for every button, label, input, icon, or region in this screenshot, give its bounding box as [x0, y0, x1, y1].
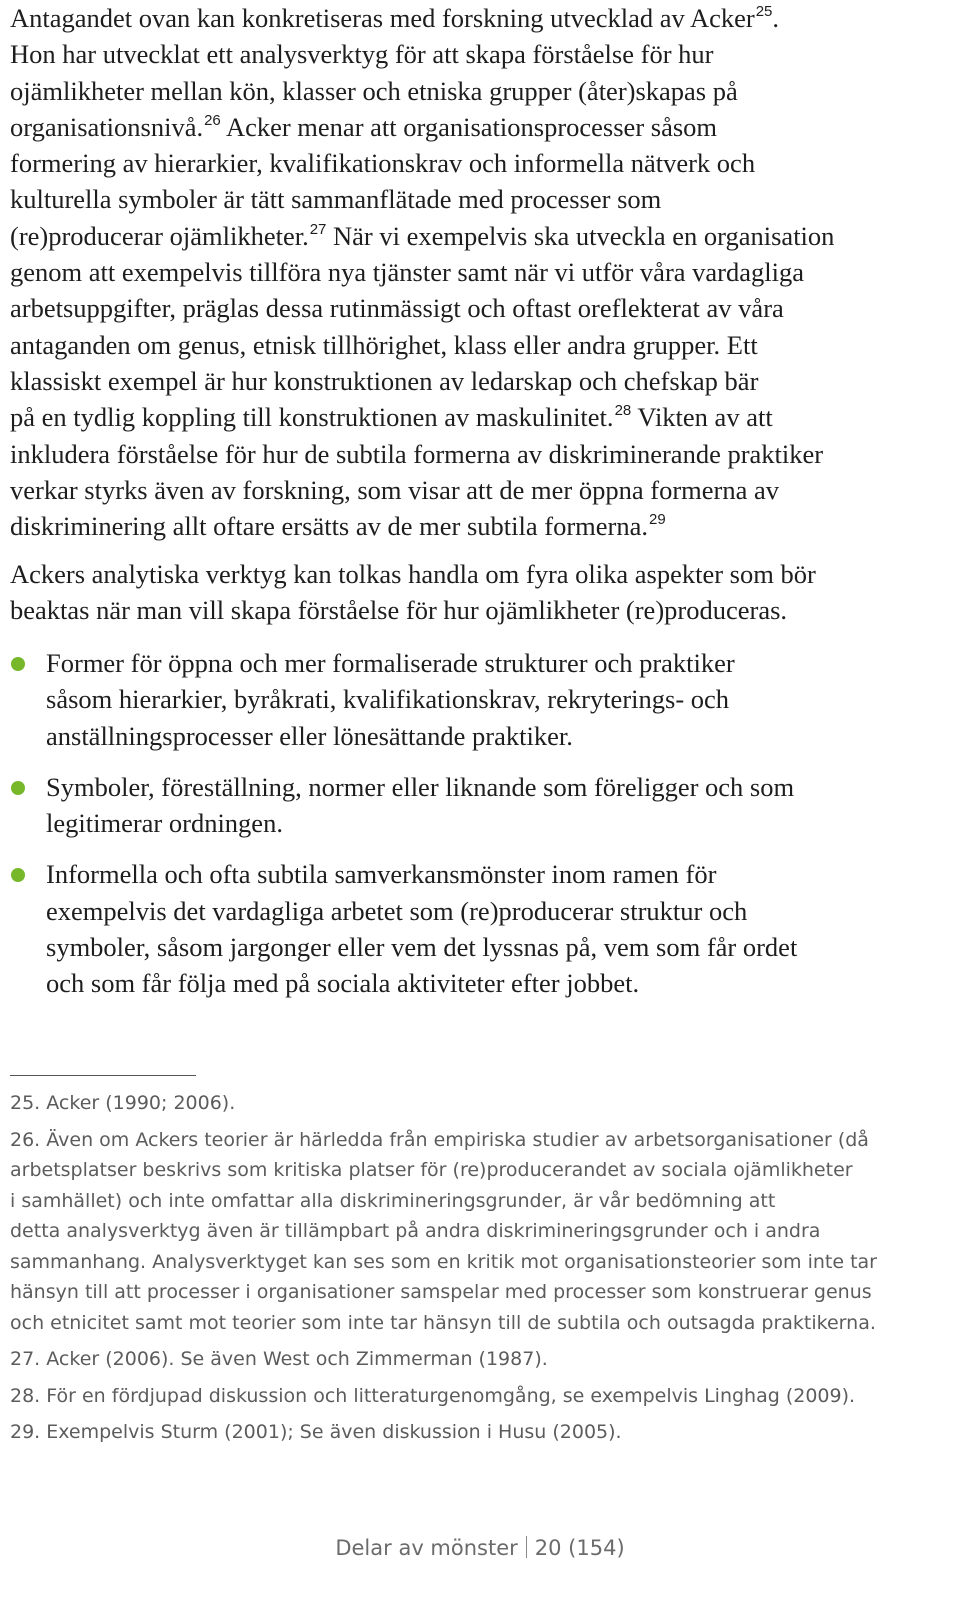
list-item: Symboler, föreställning, normer eller liknande som föreligger och som legitimerar ordningen. [10, 769, 955, 842]
footnote-ref-25[interactable]: 25 [755, 2, 773, 20]
footnote-26: 26. Även om Ackers teorier är härledda från empiriska studier av arbetsorganisationer (då arbetsplatser beskrivs som kritiska platser för (re)producerandet av sociala ojämlikheter i samhället) och inte omfattar alla diskrimineringsgrunder, är vår bedömning att detta analysverktyg även är tillämpbart på andra diskrimineringsgrunder och i andra sammanhang. Analysverktyget kan ses som en kritik mot organisationsteorier som inte tar hänsyn till att processer i organisationer samspelar med processer som konstruerar genus och etnicitet samt mot teorier som inte tar hänsyn till de subtila och outsagda praktikerna. [10, 1128, 877, 1334]
footnote-29: 29. Exempelvis Sturm (2001); Se även diskussion i Husu (2005). [10, 1421, 622, 1443]
footnote-ref-28[interactable]: 28 [614, 402, 632, 420]
page-footer [0, 1536, 960, 1560]
footnote-divider [10, 1075, 196, 1076]
footnote-ref-26[interactable]: 26 [204, 111, 221, 129]
footnote-27: 27. Acker (2006). Se även West och Zimmerman (1987). [10, 1348, 548, 1370]
list-item: Informella och ofta subtila samverkansmönster inom ramen för exempelvis det vardagliga arbetet som (re)producerar struktur och symboler, såsom jargonger eller vem det lyssnas på, vem som får ordet och som får följa med på sociala aktiviteter efter jobbet. [10, 856, 955, 1001]
footer-separator [526, 1536, 527, 1558]
document-title: Delar av mönster [335, 1536, 518, 1560]
bullet-dot-icon [11, 781, 25, 795]
paragraph-acker-intro: Antagandet ovan kan konkretiseras med forskning utvecklad av Acker$^{25}$. Hon har utvecklat ett analysverktyg för att skapa förståelse för hur ojämlikheter mellan kön, klasser och etniska grupper (åter)skapas på organisationsnivå.$^{26}$ Acker menar att organisationsprocesser såsom formering av hierarkier, kvalifikationskrav och informella nätverk och kulturella symboler är tätt sammanflätade med processer som (re)producerar ojämlikheter.$^{27}$ När vi exempelvis ska utveckla en organisation genom att exempelvis tillföra nya tjänster samt när vi utför våra vardagliga arbetsuppgifter, präglas dessa rutinmässigt och oftast oreflekterat av våra antaganden om genus, etnisk tillhörighet, klass eller andra grupper. Ett klassiskt exempel är hur konstruktionen av ledarskap och chefskap bär på en tydlig koppling till konstruktionen av maskulinitet.$^{28}$ Vikten av att inkludera förståelse för hur de subtila formerna av diskriminerande praktiker verkar styrks även av forskning, som visar att de mer öppna formerna av diskriminering allt oftare ersätts av de mer subtila formerna.$^{29}$ [10, 2, 835, 542]
footnote-ref-29[interactable]: 29 [649, 510, 666, 528]
bullet-dot-icon [11, 868, 25, 882]
paragraph-four-aspects: Ackers analytiska verktyg kan tolkas handla om fyra olika aspekter som bör beaktas när man vill skapa förståelse för hur ojämlikheter (re)produceras. [10, 559, 816, 626]
list-item: Former för öppna och mer formaliserade strukturer och praktiker såsom hierarkier, byråkrati, kvalifikationskrav, rekryterings- och anställningsprocesser eller lönesättande praktiker. [10, 645, 955, 754]
page-number: 20 (154) [534, 1536, 625, 1560]
footnote-28: 28. För en fördjupad diskussion och litteraturgenomgång, se exempelvis Linghag (2009). [10, 1384, 856, 1407]
footnote-25: 25. Acker (1990; 2006). [10, 1092, 236, 1114]
aspect-list [10, 645, 955, 1002]
footnote-ref-27[interactable]: 27 [309, 220, 327, 238]
bullet-dot-icon [11, 657, 25, 671]
footnotes [10, 1088, 950, 1448]
